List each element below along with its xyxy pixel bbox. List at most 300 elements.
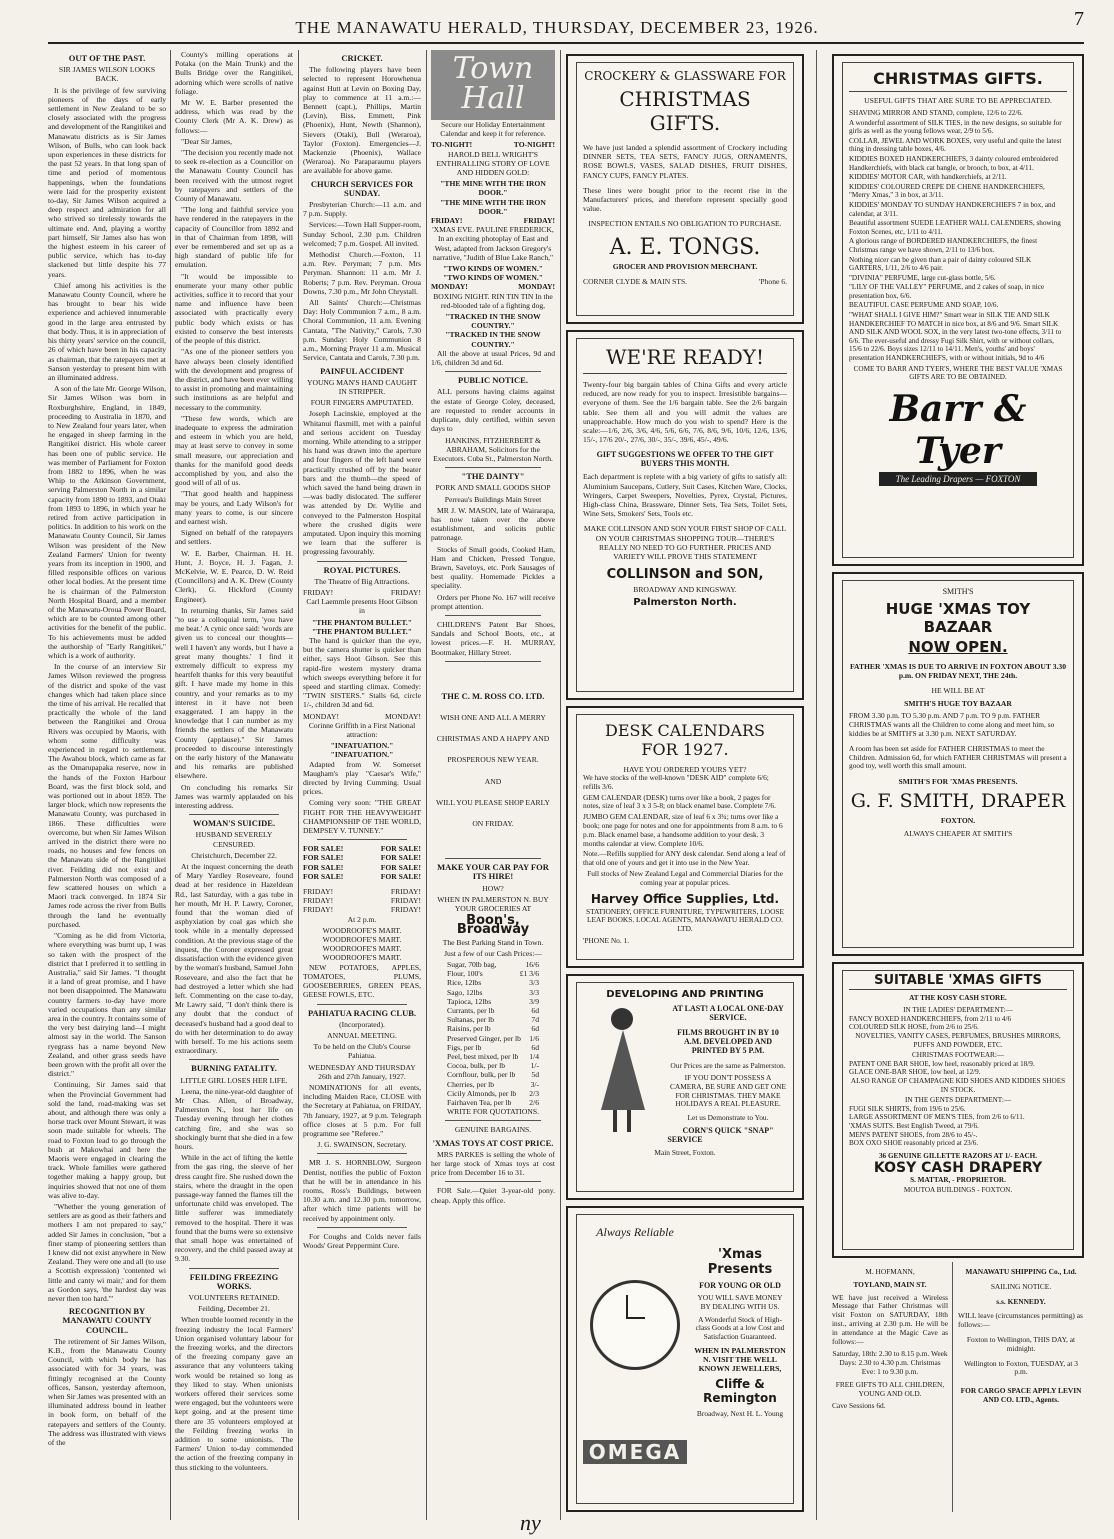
price-item: Cocoa, bulk, per lb (447, 1061, 505, 1071)
paragraph: J. G. SWAINSON, Secretary. (317, 1140, 407, 1150)
price-row (431, 1098, 555, 1107)
day-row (431, 282, 555, 291)
subheadline: Perreau's Buildings Main Street (444, 494, 542, 504)
divider (445, 467, 541, 468)
ad-title: HUGE 'XMAS TOY BAZAAR (885, 600, 1031, 636)
headline: 'XMAS TOYS AT COST PRICE. (432, 1137, 554, 1148)
price-row (431, 1024, 555, 1033)
barr-tyer-ad (832, 54, 1084, 566)
paragraph: Mr W. E. Barber presented the address, which was read by the County Clerk (Mr A. K. Drew) as follows:— (175, 98, 293, 135)
price-value: 6d (531, 1006, 539, 1016)
ad-text: MAKE COLLINSON AND SON YOUR FIRST SHOP OF CALL ON YOUR CHRISTMAS SHOPPING TOUR—THERE'S REALLY NO NEED TO GO FURTHER. PRICES AND VARIETY WILL PROVE THIS STATEMENT (583, 524, 787, 562)
price-value: 6d (531, 1042, 539, 1052)
divider (317, 1004, 407, 1005)
subheadline: (Incorporated). (339, 1019, 385, 1029)
ad-text: WE have just received a Wireless Message that Father Christmas will visit Foxton on SATURDAY, 18th inst., arriving at 2.30 p.m. He will be in attendance at the Magic Cave as follows:— (832, 1292, 948, 1346)
gift-item: Beautiful assortment SUEDE LEATHER WALL CALENDERS, showing Foxton Scenes, etc, 1/11 to 4/11. (849, 219, 1061, 236)
paragraph: NEW POTATOES, APPLES, TOMATOES, PLUMS, GOOSEBERRIES, GREEN PEAS, GEESE FOWLS, ETC. (303, 962, 421, 1000)
divider (445, 1120, 541, 1121)
sale-row (303, 872, 421, 881)
ad-text: WHEN IN PALMERSTON N. VISIT THE WELL KNOWN JEWELLERS, (694, 1345, 786, 1373)
developing-ad (566, 974, 804, 1200)
paragraph: County's milling operations at Potaka (on the Main Trunk) and the Bulls Bridge over the Rangitikei, adorning which were scrolls of native foliage. (175, 50, 293, 96)
divider (445, 371, 541, 372)
paragraph: On concluding his remarks Sir James was warmly applauded on his interesting address. (175, 782, 293, 811)
paragraph: Joseph Lacinskie, employed at the Whitanui flaxmill, met with a painful and serious accident on Tuesday morning. While attending to a stripper his hand was drawn into the aperture and four fingers of the left hand were practically crushed off by the beater bars and the thumb—the speed of which saved the hand being drawn in—was badly dislocated. The sufferer was attended by Dr. Wyllie and conveyed to the Palmerston Hospital where the crushed digits were amputated. Upon inquiry this morning we learn that the sufferer is progressing favourably. (303, 409, 421, 557)
ad-title: NOW OPEN. (908, 638, 1008, 656)
paragraph: For Coughs and Colds never fails Woods' Great Peppermint Cure. (303, 1231, 421, 1250)
sale-label: FOR SALE! (303, 862, 344, 872)
column-rule (560, 50, 561, 1520)
ad-text: Saturday, 18th: 2.30 to 8.15 p.m. Week Days: 2.30 to 4.30 p.m. Christmas Eve: 1 to 9.30 p.m. (832, 1349, 948, 1376)
paragraph: All the above at usual Prices, 9d and 1/6, children 3d and 6d. (431, 348, 555, 368)
price-row (431, 1061, 555, 1070)
paragraph: 'XMAS EVE. PAULINE FREDERICK, In an exciting photoplay of East and West, adapted from Jackson Gregory's narrative, "Judith of Blue Lake Ranch," (432, 225, 554, 262)
ad-text: PATENT ONE BAR SHOE, low heel, reasonably priced at 18/9. (849, 1059, 1035, 1068)
boons-name: Boon's, Broadway (456, 913, 530, 938)
ad-line: SMITH'S (942, 587, 974, 596)
ad-inner (842, 970, 1074, 1250)
ad-text: A Wonderful Stock of High-class Goods at a low Cost and Satisfaction Guaranteed. (695, 1314, 785, 1342)
ad-text: IF YOU DON'T POSSESS A CAMERA, BE SURE AND GET ONE FOR CHRISTMAS. THEY MAKE HOLIDAYS A REAL PLEASURE. (669, 1073, 787, 1109)
ad-title: DEVELOPING AND PRINTING (606, 989, 764, 1000)
subheadline: YOUNG MAN'S HAND CAUGHT IN STRIPPER. (306, 377, 417, 396)
price-value: 3/9 (529, 996, 539, 1006)
divider (445, 615, 541, 616)
day-label: MONDAY! (431, 282, 468, 292)
ad-address-row (583, 277, 787, 286)
town-hall-logo: Town Hall (431, 50, 555, 120)
barr-tyer-logo: Barr & Tyer (889, 387, 1027, 472)
price-value: 3/3 (529, 978, 539, 988)
divider (189, 1059, 279, 1060)
paragraph: Presbyterian Church:—11 a.m. and 7 p.m. Supply. (303, 200, 421, 219)
watch-panel (583, 1221, 687, 1497)
paragraph: NOMINATIONS for all events, including Maiden Race, CLOSE with the Secretary at Pahiatua, on FRIDAY, 7th January, 1927, at 9 p.m. Telegraph office closes at 5 p.m. For full programme see "Referee." (303, 1082, 421, 1138)
ad-text: ALSO RANGE OF CHAMPAGNE KID SHOES AND KIDDIES SHOES IN STOCK. (850, 1076, 1066, 1094)
headline: BURNING FATALITY. (191, 1063, 277, 1074)
sale-row (303, 863, 421, 872)
ad-subtitle: AT LAST! A LOCAL ONE-DAY SERVICE. (672, 1004, 784, 1022)
price-item: Cherries, per lb (447, 1079, 495, 1089)
ad-text: COLOURED SILK HOSE, from 2/6 to 25/6. (849, 1023, 979, 1032)
sale-label: FOR SALE! (380, 871, 421, 881)
ad-text: Wellington to Foxton, TUESDAY, at 3 p.m. (963, 1358, 1079, 1377)
headline: MAKE YOUR CAR PAY FOR ITS HIRE! (437, 862, 549, 882)
paragraph: CHILDREN'S Patent Bar Shoes, Sandals and School Boots, etc., at lowest prices.—F. H. MURRAY, Bootmaker, Hillary Street. (431, 619, 555, 657)
day-label: FRIDAY! (390, 905, 421, 915)
paragraph: BOXING NIGHT. RIN TIN TIN In the red-blooded tale of a fighting dog, (433, 291, 553, 310)
paragraph: Methodist Church.—Foxton, 11 a.m. Rev. Peryman; 7 p.m. Mrs Peryman. Shannon: 11 a.m. Mr J. Roberts; 7 p.m. Rev. Peryman. Oroua Downs, 7.30 p.m., Mr John Chrystall. (303, 250, 421, 296)
divider (317, 839, 407, 840)
day-label: MONDAY! (518, 282, 555, 292)
price-value: 7d (531, 1015, 539, 1025)
ad-inner (576, 62, 794, 316)
ad-title: FOR 1927. (641, 740, 729, 759)
hofmann-ad (832, 1262, 948, 1512)
paragraph: AND (484, 776, 502, 786)
subheadline: VOLUNTEERS RETAINED. (188, 1293, 280, 1302)
price-value: 3/3 (529, 987, 539, 997)
headline: PAINFUL ACCIDENT (320, 365, 404, 376)
paragraph: MR J. S. HORNBLOW, Surgeon Dentist, notifies the public of Foxton that he will be in attendance in his rooms, Ross's Buildings, between 10.30 a.m. and 12.30 p.m. tomorrow, after which time patients will be received by appointment only. (303, 1158, 421, 1223)
divider (445, 661, 541, 662)
ad-text: FREE GIFTS TO ALL CHILDREN, YOUNG AND OLD. (835, 1379, 945, 1398)
price-row (431, 1052, 555, 1061)
paragraph: "That good health and happiness may be yours, and Lady Wilson's for many years to come, is our sincere and earnest wish. (175, 489, 293, 526)
price-row (431, 1089, 555, 1098)
divider (317, 1227, 407, 1228)
headline: PUBLIC NOTICE. (458, 375, 528, 386)
day-row (303, 896, 421, 905)
day-label: MONDAY! (303, 711, 340, 721)
paragraph: A son of the late Mr. George Wilson, Sir James Wilson was born in Roxburghshire, England, in 1849, proceeding to Australia in 1870, and to New Zealand four years later, when he engaged in sheep farming in the Rangitikei district. His whole career has been one of public service. He was member of Parliament for Foxton from 1882 to 1896, when he was Whip to the Atkinson Government, serving Palmerston North in a similar capacity from 1890 to 1893, and Otaki from 1893 to 1896, in which year he retired from active participation in politics. In addition to his work on the Manawatu County Council, Sir James Wilson was president of the New Zealand Farmers' Union for twenty years from its inception in 1900, and filled responsible offices on various other local bodies. At the present time he is chairman of the Palmerston North Hospital Board, and a member of the Manawatu-Oroua Power Board, which are to be counted among other activities for the benefit of the public. To his achievements must be added the authorship of "Early Rangitikei," which is a work of authority. (48, 384, 166, 660)
price-value: £1 3/6 (519, 969, 539, 979)
subheadline: LITTLE GIRL LOSES HER LIFE. (180, 1075, 288, 1085)
paragraph: The hand is quicker than the eye, but the camera shutter is quicker than either, says Hoot Gibson. See this rapid-fire western mystery drama which sweeps everything before it for speed and startling climax. Comedy: "TWIN SISTERS." Stalls 6d, circle 1/-, children 3d and 6d. (303, 635, 421, 710)
headline: OUT OF THE PAST. (68, 53, 146, 63)
gift-item: KIDDIES BOXED HANDKERCHIEFS, 3 dainty coloured embroidered Handkerchiefs, with black cat bangle, or brooch, to box, at 4/11. (849, 154, 1059, 172)
ad-line: CROCKERY & GLASSWARE FOR (584, 69, 786, 83)
ad-section: CHRISTMAS FOOTWEAR:— (911, 1051, 1005, 1060)
film-title: "TWO KINDS OF WOMEN." (443, 273, 543, 283)
film-title: "THE MINE WITH THE IRON DOOR." (440, 179, 546, 198)
price-item: Flour, 100's (447, 969, 483, 979)
day-row (303, 712, 421, 721)
time: At 2 p.m. (347, 914, 377, 924)
ad-address: Main Street, Foxton. (654, 1148, 716, 1158)
film-title: "TRACKED IN THE SNOW COUNTRY." (445, 330, 541, 349)
film-title: "TRACKED IN THE SNOW COUNTRY." (445, 312, 541, 331)
paragraph: While in the act of lifting the kettle from the gas ring, the sleeve of her dress caught fire. She rushed down the stairs, where the draught in the open passage-way fanned the flames till the unfortunate child was enveloped. The little sufferer was immediately removed to the hospital. There it was found that the burns were so extensive that small hope was entertained of recovery, and the child passed away at 9.30. (175, 1153, 293, 1264)
price-item: Sago, 12lbs (447, 987, 483, 997)
price-row (431, 1080, 555, 1089)
gift-list (849, 109, 1067, 382)
ad-name: KOSY CASH DRAPERY (873, 1160, 1043, 1177)
gift-item: KIDDIES' MOTOR CAR, with handkerchiefs, at 2/11. (849, 173, 1007, 182)
sale-label: FOR SALE! (303, 871, 344, 881)
paragraph: "Dear Sir James, (181, 136, 232, 146)
paragraph: The Best Parking Stand in Town. (442, 937, 544, 947)
ad-address: Broadway, Next H. L. Young (696, 1408, 784, 1418)
headline: CHURCH SERVICES FOR SUNDAY. (310, 178, 414, 198)
ad-text: Let us Demonstrate to You. (687, 1113, 769, 1123)
ad-subtitle: FILMS BROUGHT IN BY 10 A.M. DEVELOPED AND PRINTED BY 5 P.M. (677, 1028, 779, 1055)
ad-text-panel (687, 1221, 787, 1497)
paragraph: ALL persons having claims against the estate of George Coley, deceased, are requested to render accounts in duplicate, duly certified, within seven days to (431, 387, 555, 434)
ad-name: M. HOFMANN, (865, 1267, 915, 1276)
price-row (431, 988, 555, 997)
woman-camera-illustration (583, 1004, 663, 1134)
ad-text: Foxton to Wellington, THIS DAY, at midnight. (966, 1334, 1076, 1353)
column-rule (816, 50, 817, 1520)
ad-address: CORNER CLYDE & MAIN STS. (583, 276, 688, 286)
dateline: Christchurch, December 22. (191, 850, 277, 860)
paragraph: "The long and faithful service you have rendered in the ratepayers in the capacity of Councillor from 1892 and in that of Chairman from 1898, will ever be remembered and set up as a high standard of public life for emulation. (175, 205, 293, 270)
day-label: FRIDAY! (303, 587, 334, 597)
ad-text: STATIONERY, OFFICE FURNITURE, TYPEWRITERS, LOOSE LEAF BOOKS. LOCAL AGENTS, MANAWATU HERALD CO. LTD. (585, 906, 785, 934)
ad-phone: 'PHONE No. 1. (583, 935, 630, 945)
price-value: 1/6 (529, 1033, 539, 1043)
price-item: Tapioca, 12lbs (447, 996, 492, 1006)
headline: WOMAN'S SUICIDE. (192, 818, 276, 829)
ad-text: NOVELTIES, VANITY CASES, PERFUMES, BRUSHES MIRRORS, PUFFS AND POWDER, ETC. (855, 1031, 1061, 1049)
ad-owner: S. MATTAR, - PROPRIETOR. (910, 1175, 1006, 1184)
ad-text: ALWAYS CHEAPER AT SMITH'S (903, 829, 1013, 839)
price-value: 1/- (530, 1061, 539, 1071)
sale-label: FOR SALE! (380, 862, 421, 872)
headline: FEILDING FREEZING WORKS. (189, 1271, 279, 1291)
paragraph: All Saints' Church:—Christmas Day: Holy Communion 7 a.m., 8 a.m. Choral Communion, 11 a.m. Evening Cantata, "The Nativity," Carols, 7.30 p.m. Sunday: Holy Communion 8 a.m., Morning Prayer 11 a.m. Musical Service, Cantata and Carols, 7.30 p.m. (303, 298, 421, 363)
ad-title: WE'RE READY! (583, 345, 787, 374)
ad-text: FROM 3.30 p.m. TO 5.30 p.m. AND 7 p.m. TO 9 p.m. FATHER CHRISTMAS wants all the Children to come along and meet him, so kiddies be at SMITH'S at 3.30 p.m. NEXT SATURDAY. (849, 711, 1055, 738)
ad-text: Cave Sessions 6d. (832, 1401, 886, 1411)
paragraph: The retirement of Sir James Wilson, K.B., from the Manawatu County Council, with which body he has associated with for 34 years, was fittingly recognised at the County offices, Sanson, yesterday afternoon, when Sir James was presented with an illuminated address bound in leather in book form, on behalf of the ratepayers and settlers of the County. The address was illustrated with views of the (48, 1336, 166, 1448)
ad-text: FANCY BOXED HANDKERCHIEFS, from 2/11 to 4/6 (849, 1014, 1012, 1023)
paragraph: Secure our Holiday Entertainment Calendar and keep it for reference. (440, 120, 546, 139)
ad-text: We have just landed a splendid assortment of Crockery including DINNER SETS, TEA SETS, FANCY JUGS, ORNAMENTS, ROSE BOWLS, VASES, SALAD DISHES, FRUIT DISHES, FANCY CUPS, FANCY PLATES. (583, 143, 787, 180)
paragraph: ON FRIDAY. (472, 818, 514, 828)
price-value: 5d (531, 1070, 539, 1080)
column-3 (303, 50, 421, 1520)
subheadline: SIR JAMES WILSON LOOKS BACK. (58, 65, 156, 84)
ad-title: DESK CALENDARS (605, 721, 765, 740)
ad-town: TOYLAND, MAIN ST. (853, 1279, 927, 1289)
day-label: FRIDAY! (390, 887, 421, 897)
harvey-ad (566, 706, 804, 968)
paragraph: Corinne Griffith in a First National attraction: (308, 720, 416, 740)
price-value: 1/4 (529, 1052, 539, 1062)
gift-item: "DIVINIA" PERFUME, large cut-glass bottle, 5/6. (849, 273, 996, 282)
dateline: Feilding, December 21. (198, 1304, 270, 1314)
paragraph: The following players have been selected to represent Horowhenua against Hutt at Levin on Boxing Day, play to commence at 11 a.m.:—Bennett (capt.), Phillips, Martin (Levin), Biss, Emmett, Pink (Phoenix), Hunt, Newth (Shannon), Sievers (Otaki), Bull (Weraroa), Taylor (Foxton). Emergencies—J. Mackenzie (Phoenix), Wallace (Weraroa). No Paraparaumu players are available for above game. (303, 65, 421, 176)
paragraph: Carl Laemmle presents Hoot Gibson in (306, 597, 418, 616)
sale-label: FOR SALE! (303, 844, 344, 854)
day-label: FRIDAY! (303, 887, 334, 897)
ad-name: Cliffe & Remington (703, 1376, 777, 1405)
column-2 (175, 50, 293, 1520)
ad-text: SMITH'S FOR 'XMAS PRESENTS. (898, 777, 1018, 787)
sale-label: FOR SALE! (380, 853, 421, 863)
gift-item: "WHAT SHALL I GIVE HIM?" Smart wear in SILK TIE AND SILK HANDKERCHIEF TO MATCH in nice box, at 8/6 and 9/6. Smart SILK AND SILK AND WOOL SOX, in the very latest two-tone effects, 3/11 to 6/6. The ever-useful and dressy Fugi Silk Shirt, with or without collars, 15/6 to 22/6. Boys sizes 12/11 to 14/11. Men's, youths' and boys' presentation HANDKERCHIEFS, with or without initials, 9d to 4/6 (849, 311, 1062, 363)
price-row (431, 1006, 555, 1015)
divider (189, 1268, 279, 1269)
ad-subtitle: CORN'S QUICK "SNAP" SERVICE (667, 1126, 774, 1145)
paragraph: W. E. Barber, Chairman. H. H. Hunt, J. Boyce, H. J. Fagan, J. McKelvie, W. E. Pearce, D. W. Reid (Councillors) and A. K. Drew (County Clerk), G. Hickford (County Engineer). (175, 548, 293, 604)
ad-section: IN THE LADIES' DEPARTMENT:— (903, 1006, 1013, 1015)
paragraph: Leena, the nine-year-old daughter of Mr Chas. Allen, of Broadway, Palmerston N., lost her life on Tuesday evening through her clothes catching fire, and she was so shockingly burnt that she died in a few hours. (175, 1086, 293, 1151)
ad-text: YOU WILL SAVE MONEY BY DEALING WITH US. (697, 1293, 783, 1311)
ad-inner (576, 714, 794, 960)
paragraph: Orders per Phone No. 167 will receive prompt attention. (431, 592, 555, 611)
paragraph: WHEN IN PALMERSTON N. BUY YOUR GROCERIES AT (437, 894, 549, 913)
ad-text: HE WILL BE AT (931, 686, 985, 696)
price-row (431, 1034, 555, 1043)
paragraph: At the inquest concerning the death of Mary Yardley Roseveare, found dead at her residence in Hazeldean Rd., last Saturday, with a gas tube in her mouth, Mr H. P. Lawry, Coroner, found that the woman died of asphyxiation by coal gas which she took while in a mentally depressed condition. At the previous stage of the inquest, the Coroner expressed great dissatisfaction with the evidence given by the woman's husband, Samuel John Roseveare, and also the fact that he had destroyed a letter which she had left. Commenting on the case to-day, Mr Lawry said, "I don't think there is any doubt that the conduct of deceased's husband had a good deal to do with her determination to do away with herself. To me his actions seem extraordinary. (175, 862, 293, 1056)
divider (445, 858, 541, 859)
ad-trade: GROCER AND PROVISION MERCHANT. (612, 261, 758, 271)
ad-inner (576, 338, 794, 692)
paragraph: Just a few of our Cash Prices:— (444, 948, 542, 958)
ad-text: MEN'S PATENT SHOES, from 28/6 to 45/-. (849, 1130, 978, 1139)
ad-text: Twenty-four big bargain tables of China Gifts and every article reduced, are now ready for you to inspect. Irresistible bargains—everyone of them. See the 1/6 bargain table. See the 2/6 bargain table. See them all and you will admit the values are unapproachable. How much do you wish to spend? Here is the scale:—1/6, 2/6, 3/6, 4/6, 5/6, 6/6, 7/6, 8/6, 9/6, 10/6, 12/6, 13/6, 15/-, 17/6 20/-, 27/6, 30/-, 35/-, 39/6, 45/-, 49/6. (583, 380, 787, 445)
price-list (431, 960, 555, 1107)
ad-text: GLACE ONE-BAR SHOE, low heel, at 12/9. (849, 1068, 981, 1077)
price-row (431, 1043, 555, 1052)
mart-line: WOODROOFE'S MART. (322, 944, 402, 954)
price-item: Sugar, 70lb bag, (447, 960, 497, 970)
ad-text: WILL leave (circumstances permitting) as follows:— (958, 1311, 1083, 1330)
day-label: FRIDAY! (523, 216, 555, 226)
price-row (431, 1015, 555, 1024)
ad-text: JUMBO GEM CALENDAR, size of leaf 6 x 3¾; turns over like a book; one page for notes and one for appointments from 8 a.m. to 6 p.m. Black enamel base, a handsome addition to your desk. 3 months calendar at view. Complete 10/6. (583, 812, 783, 848)
ad-inner (842, 580, 1074, 948)
paragraph: WISH ONE AND ALL A MERRY (440, 712, 546, 722)
ad-name: COLLINSON and SON, (606, 567, 764, 583)
divider (189, 814, 279, 815)
divider (445, 1181, 541, 1182)
ad-subtitle: AT THE KOSY CASH STORE. (909, 993, 1007, 1002)
headline: ROYAL PICTURES. (323, 564, 401, 575)
ad-name: G. F. SMITH, DRAPER (850, 790, 1066, 813)
ad-title: CHRISTMAS GIFTS. (849, 69, 1067, 92)
film-title: "TWO KINDS OF WOMEN." (443, 264, 543, 274)
price-row (431, 960, 555, 969)
headline: CRICKET. (341, 53, 383, 63)
omega-logo: OMEGA (583, 1440, 687, 1464)
subheadline: FOUR FINGERS AMPUTATED. (310, 398, 414, 408)
paragraph: "Coming as he did from Victoria, where everything was burnt up, I was so taken with the prospect of the district that I preferred it to settling in Australia," said Sir James. "I thought it a land of great promise, and I have not been disappointed. The Manawatu country farmers to-day have more varied occupations than any similar area in the country. It contains some of the very best dairying land—I might almost say in the world. The Sanson ryegrass has a name beyond New Zealand, and other grass seeds have been grown with the profit all over the district." (48, 931, 166, 1079)
tongs-ad (566, 54, 804, 324)
ad-inner (576, 982, 794, 1192)
paragraph: Chief among his activities is the Manawatu County Council, where he has brought to bear his wide experience and achieved innumerable good in the large area entrusted by that body. Thus, it is in appreciation of his thirty years' service on the council, 26 of which have been in his capacity as chairman, that the ratepayers met at Sanson yesterday to present him with an illuminated address. (48, 280, 166, 382)
ad-text: HAVE YOU ORDERED YOURS YET? (623, 765, 747, 774)
gift-item: KIDDIES' COLOURED CREPE DE CHENE HANDKERCHIEFS, "Merry Xmas," 3 in box, at 3/11. (849, 182, 1045, 200)
price-item: Peel, best mixed, per lb (447, 1052, 519, 1062)
divider (317, 1153, 407, 1154)
price-item: Preserved Ginger, per lb (447, 1033, 521, 1043)
paragraph: It is the privilege of few surviving pioneers of the days of early settlement in New Zealand to be so closely associated with the progress and development of the Rangitikei and Manawatu districts as is Sir James Wilson, of Bulls, who can look back upon experiences in these districts for the past 52 years. In that long span of time and period of momentous happenings, when the foundations were laid for the prosperity existent to-day, Sir James Wilson acquired a deep respect and admiration for all who strived so tirelessly towards the ultimate end. And, playing a worthy part himself, Sir James also has won the highest esteem in his career of public service, which has to-day slackened but little despite his 77 years. (48, 85, 166, 279)
sale-label: FOR SALE! (303, 853, 344, 863)
price-value: 2/6 (529, 1098, 539, 1108)
headline: "THE DAINTY" (461, 471, 525, 482)
paragraph: WRITE FOR QUOTATIONS. (447, 1107, 539, 1117)
price-item: Rice, 12lbs (447, 978, 482, 988)
ad-phone: 'Phone 6. (759, 276, 787, 286)
price-item: Currants, per lb (447, 1006, 495, 1016)
ad-text: 36 GENUINE GILLETTE RAZORS AT 1/- EACH. (878, 1151, 1038, 1160)
ad-text: INSPECTION ENTAILS NO OBLIGATION TO PURCHASE. (588, 219, 782, 229)
paragraph: WEDNESDAY AND THURSDAY 26th and 27th January, 1927. (308, 1062, 416, 1081)
sale-label: FOR SALE! (380, 844, 421, 854)
ad-name: A. E. TONGS. (609, 234, 761, 260)
ad-inner (842, 62, 1074, 558)
ad-text: These lines were bought prior to the recent rise in the Manufacturers' prices, and therefore represent specially good value. (583, 185, 787, 214)
ad-address: MOUTOA BUILDINGS - FOXTON. (903, 1186, 1013, 1195)
day-label: TO-NIGHT! (513, 140, 555, 150)
paragraph: "The decision you recently made not to seek re-election as a Councillor on the Manawatu County Council has been received with the utmost regret by ratepayers and settlers of the County of Manawatu. (175, 148, 293, 204)
ad-section: IN THE GENTS DEPARTMENT:— (904, 1096, 1012, 1105)
ad-text: Our Prices are the same as Palmerston. (670, 1061, 786, 1070)
paragraph: CHRISTMAS AND A HAPPY AND (436, 734, 550, 744)
price-item: Fairhaven Tea, per lb (447, 1098, 512, 1108)
price-row (431, 978, 555, 987)
ad-subtitle: GIFT SUGGESTIONS WE OFFER TO THE GIFT BUYERS THIS MONTH. (596, 450, 774, 469)
gift-item: COME TO BARR AND TYER'S, WHERE THE BEST VALUE 'XMAS GIFTS ARE TO BE OBTAINED. (853, 364, 1063, 382)
paragraph: "These few words, which are inadequate to express the admiration and esteem in which you are held, may at least serve to convey in some small measure, our appreciation and thanks for the manifold good deeds accomplished by you, and also the good will of all of us. (175, 413, 293, 488)
ad-town: Palmerston North. (633, 597, 737, 609)
film-title: "THE MINE WITH THE IRON DOOR." (440, 197, 546, 216)
column-rule (952, 1262, 953, 1512)
ad-inner (576, 1214, 794, 1504)
cliffe-remington-ad (566, 1206, 804, 1512)
ad-town: FOXTON. (940, 816, 976, 826)
ad-text: LARGE ASSORTMENT OF MEN'S TIES, from 2/6 to 6/11. (849, 1113, 1025, 1122)
column-rule (426, 50, 427, 1520)
price-item: Sultanas, per lb (447, 1015, 495, 1025)
price-item: Cicily Almonds, per lb (447, 1088, 517, 1098)
ad-subtitle: USEFUL GIFTS THAT ARE SURE TO BE APPRECIATED. (864, 96, 1052, 105)
paragraph: Services:—Town Hall Supper-room, Sunday School, 2.30 p.m. Children welcomed; 7 p.m. Gospel. All invited. (303, 220, 421, 248)
film-title: "THE PHANTOM BULLET." (312, 617, 412, 627)
ad-text: SMITH'S HUGE TOY BAZAAR (904, 699, 1012, 709)
gift-item: A glorious range of BORDERED HANDKERCHIEFS, the finest Christmas range we have shown, 2/11 to 13/6 box. (849, 237, 1038, 254)
paragraph: PROSPEROUS NEW YEAR. (447, 755, 539, 765)
ad-address: BROADWAY AND KINGSWAY. (633, 585, 737, 595)
subheadline: The Theatre of Big Attractions. (314, 576, 410, 586)
ad-text: 'XMAS SUITS. Best English Tweed, at 79/6. (849, 1121, 979, 1130)
film-title: "THE PHANTOM BULLET." (312, 626, 412, 636)
headline: THE C. M. ROSS CO. LTD. (441, 690, 545, 701)
day-row (303, 887, 421, 896)
divider (317, 561, 407, 562)
column-4 (431, 50, 555, 1520)
paragraph: In returning thanks, Sir James said "to use a colloquial term, 'you have me beat.' A cynic once said: 'words are given us to conceal our thoughts—well I haven't any words, but I have a great many thoughts.' I find it extremely difficult to express my heartfelt thanks for this very beautiful gift. I have made my home in this country, and your remarks as to my interest in it have not been exaggerated. I am happy in the knowledge that I can number as my friends the settlers of the Manawatu County (applause)." Sir James proceeded to discourse interestingly on the early history of the Manawatu and his remarks are published elsewhere. (175, 605, 293, 781)
ad-subtitle: FOR YOUNG OR OLD (699, 1281, 781, 1290)
ad-text: FOR CARGO SPACE APPLY LEVIN AND CO. LTD., Agents. (960, 1386, 1082, 1404)
day-label: TO-NIGHT! (431, 140, 473, 150)
day-label: FRIDAY! (390, 587, 421, 597)
ad-name: Harvey Office Supplies, Ltd. (590, 891, 780, 906)
paragraph: Signed on behalf of the ratepayers and settlers. (175, 528, 293, 547)
subheadline: GENUINE BARGAINS. (454, 1125, 532, 1135)
day-label: FRIDAY! (303, 905, 334, 915)
mart-line: WOODROOFE'S MART. (322, 925, 402, 935)
page-mark: 7 (1074, 8, 1084, 30)
headline: RECOGNITION BY MANAWATU COUNTY COUNCIL. (62, 1306, 152, 1335)
ad-name: MANAWATU SHIPPING Co., Ltd. (965, 1267, 1077, 1276)
kosy-ad (832, 962, 1084, 1258)
day-row (431, 216, 555, 225)
ad-ship: s.s. KENNEDY. (996, 1296, 1046, 1306)
sale-row (303, 844, 421, 853)
masthead-rule (48, 42, 1084, 44)
subheadline: HOW? (482, 883, 504, 893)
mart-line: WOODROOFE'S MART. (322, 953, 402, 963)
paragraph: "As one of the pioneer settlers you have always been closely identified with the development and progress of the district, and have been ever willing to assist in promoting and maintaining such institutions as are helpful and necessary to the community. (175, 347, 293, 412)
paragraph: "Whether the young generation of settlers are as good as their fathers and mothers I am not prepared to say," added Sir James in conclusion, "but a finer stamp of pioneering settlers than I knew did not exist anywhere in New Zealand. They were one and all (to use a Scottish expression) 'contented wi little and canty wi mair,' and for them as Gordon says, 'the hardest day was never then too hard.'" (48, 1201, 166, 1304)
paragraph: To be held on the Club's Course Pahiatua. (313, 1042, 411, 1061)
ad-text: A room has been set aside for FATHER CHRISTMAS to meet the Children. Admission 6d, for which FATHER CHRISTMAS will present a good toy, well worth this small amount. (849, 743, 1067, 771)
gift-item: COLLAR, JEWEL AND WORK BOXES, very useful and quite the latest thing in dressing table boxes, 4/6. (849, 136, 1062, 154)
ad-text: GEM CALENDAR (DESK) turns over like a book, 2 pages for notes, size of leaf 3 x 3 5-8; on black enamel base. Complete 7/6. (583, 792, 776, 811)
price-item: Figs, per lb (447, 1042, 482, 1052)
sale-row (303, 853, 421, 862)
day-label: MONDAY! (384, 711, 421, 721)
day-row (303, 905, 421, 914)
masthead: THE MANAWATU HERALD, THURSDAY, DECEMBER 23, 1926. (295, 18, 819, 37)
gift-item: "LILY OF THE VALLEY" PERFUME, and 2 cakes of soap, in nice presentation box, 6/6. (849, 283, 1045, 300)
